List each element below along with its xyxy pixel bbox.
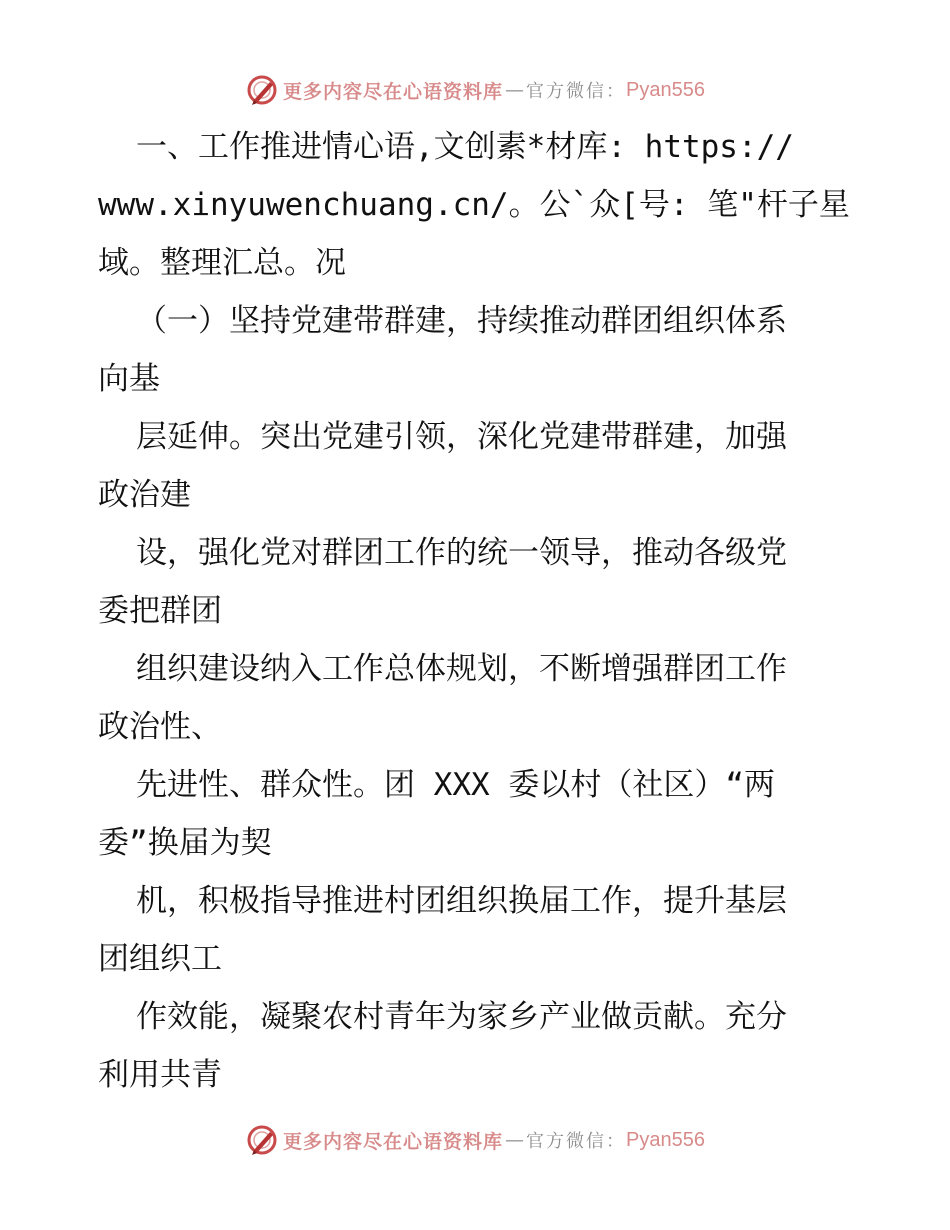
body-line: （一）坚持党建带群建，持续推动群团组织体系 bbox=[136, 303, 787, 339]
banner-wechat-label: 官方微信： bbox=[526, 81, 627, 102]
body-line: 域。整理汇总。况 bbox=[98, 245, 346, 281]
body-line: 机，积极指导推进村团组织换届工作，提升基层 bbox=[136, 883, 787, 919]
body-line: 利用共青 bbox=[98, 1057, 222, 1093]
body-line: 一、工作推进情心语,文创素*材库: https:// bbox=[136, 129, 794, 165]
banner-dash: — bbox=[505, 79, 525, 101]
body-line: 组织建设纳入工作总体规划，不断增强群团工作 bbox=[136, 651, 787, 687]
header-banner bbox=[0, 68, 950, 112]
banner-wechat-handle: Pyan556 bbox=[626, 1128, 705, 1151]
body-line: 政治性、 bbox=[98, 709, 222, 745]
footer-banner bbox=[0, 1118, 950, 1162]
banner-dash: — bbox=[505, 1129, 525, 1151]
body-line: 团组织工 bbox=[98, 941, 222, 977]
banner-wechat-handle: Pyan556 bbox=[626, 78, 705, 101]
document-body bbox=[98, 118, 858, 1104]
body-line: 政治建 bbox=[98, 477, 191, 513]
body-line: 委”换届为契 bbox=[98, 825, 272, 861]
banner-title: 更多内容尽在心语资料库 bbox=[283, 1130, 504, 1153]
pen-logo-icon bbox=[245, 73, 279, 107]
body-line: 作效能，凝聚农村青年为家乡产业做贡献。充分 bbox=[136, 999, 787, 1035]
banner-wechat-label: 官方微信： bbox=[526, 1131, 627, 1152]
body-line: 向基 bbox=[98, 361, 160, 397]
body-line: www.xinyuwenchuang.cn/。公`众[号: 笔"杆子星 bbox=[98, 187, 850, 223]
body-line: 委把群团 bbox=[98, 593, 222, 629]
banner-title: 更多内容尽在心语资料库 bbox=[283, 80, 504, 103]
body-line: 层延伸。突出党建引领，深化党建带群建，加强 bbox=[136, 419, 787, 455]
body-line: 设，强化党对群团工作的统一领导，推动各级党 bbox=[136, 535, 787, 571]
body-line: 先进性、群众性。团 XXX 委以村（社区）“两 bbox=[136, 767, 775, 803]
pen-logo-icon bbox=[245, 1123, 279, 1157]
